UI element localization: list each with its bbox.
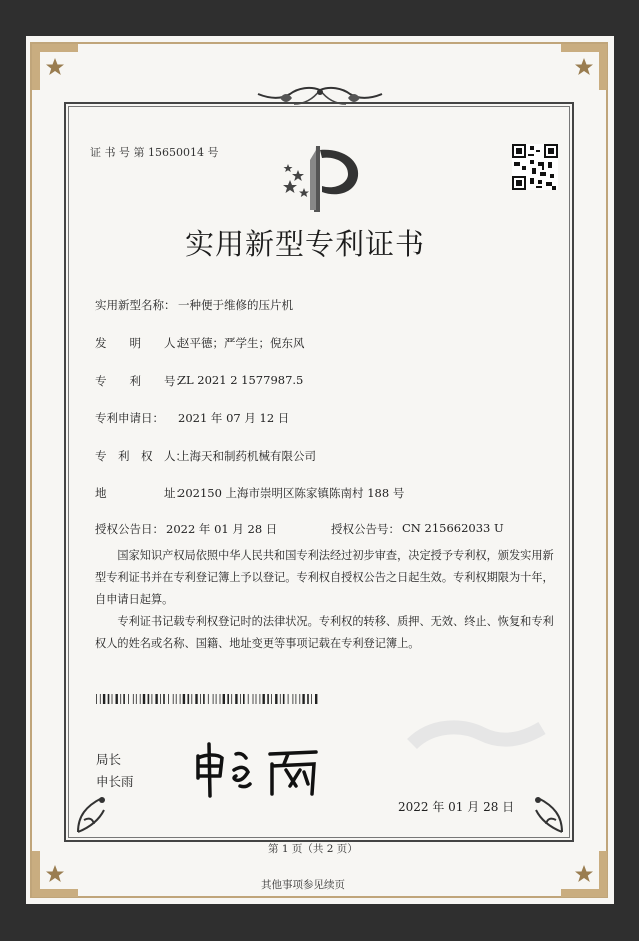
barcode-icon <box>96 694 321 704</box>
grant-date-value: 2022 年 01 月 28 日 <box>166 522 278 536</box>
field-value-patent-no: ZL 2021 2 1577987.5 <box>178 373 304 387</box>
certificate-number: 证 书 号 第 15650014 号 <box>90 146 219 159</box>
footer-note: 其他事项参见续页 <box>261 879 345 891</box>
field-label-name: 实用新型名称： <box>95 298 176 312</box>
page-indicator: 第 1 页（共 2 页） <box>268 843 358 855</box>
field-label-inventors: 发 明 人： <box>95 336 187 350</box>
watermark-stamp-icon <box>402 714 552 784</box>
watermark-stamp <box>402 714 552 794</box>
bottom-right-ornament-icon <box>526 792 566 836</box>
cnipa-emblem-icon <box>276 140 368 216</box>
grant-date-label: 授权公告日： <box>95 522 164 536</box>
corner-star-top-right-icon <box>561 44 607 90</box>
field-label-address: 地 址： <box>95 486 187 500</box>
field-value-address: 202150 上海市崇明区陈家镇陈南村 188 号 <box>178 486 405 500</box>
top-ornament-icon <box>250 84 390 114</box>
corner-star-bottom-left-icon <box>32 851 78 897</box>
field-value-patentee: 上海天和制药机械有限公司 <box>178 449 316 463</box>
qr-code-icon <box>512 144 558 190</box>
director-signature-icon <box>192 740 332 800</box>
corner-star-top-left-icon <box>32 44 78 90</box>
field-value-name: 一种便于维修的压片机 <box>178 298 293 312</box>
issue-date: 2022 年 01 月 28 日 <box>398 800 515 814</box>
field-label-application-date: 专利申请日： <box>95 411 164 425</box>
director-title: 局长 <box>96 752 122 767</box>
director-name: 申长雨 <box>96 774 134 789</box>
field-label-patent-no: 专 利 号： <box>95 374 187 388</box>
corner-star-bottom-right-icon <box>561 851 607 897</box>
field-value-inventors: 赵平德；严学生；倪东风 <box>178 336 305 350</box>
grant-no-label: 授权公告号： <box>331 522 400 536</box>
field-value-application-date: 2021 年 07 月 12 日 <box>178 411 290 425</box>
grant-no-value: CN 215662033 U <box>402 521 504 535</box>
field-label-patentee: 专 利 权 人： <box>95 449 187 463</box>
paragraph-legal-status: 专利证书记载专利权登记时的法律状况。专利权的转移、质押、无效、终止、恢复和专利权人的姓名或名称、国籍、地址变更等事项记载在专利登记簿上。 <box>95 615 554 650</box>
certificate-title: 实用新型专利证书 <box>185 227 426 261</box>
bottom-left-ornament-icon <box>74 792 114 836</box>
paragraph-grant: 国家知识产权局依照中华人民共和国专利法经过初步审查，决定授予专利权，颁发实用新型专利证书并在专利登记簿上予以登记。专利权自授权公告之日起生效。专利权期限为十年，自申请日起算。 <box>95 549 554 606</box>
